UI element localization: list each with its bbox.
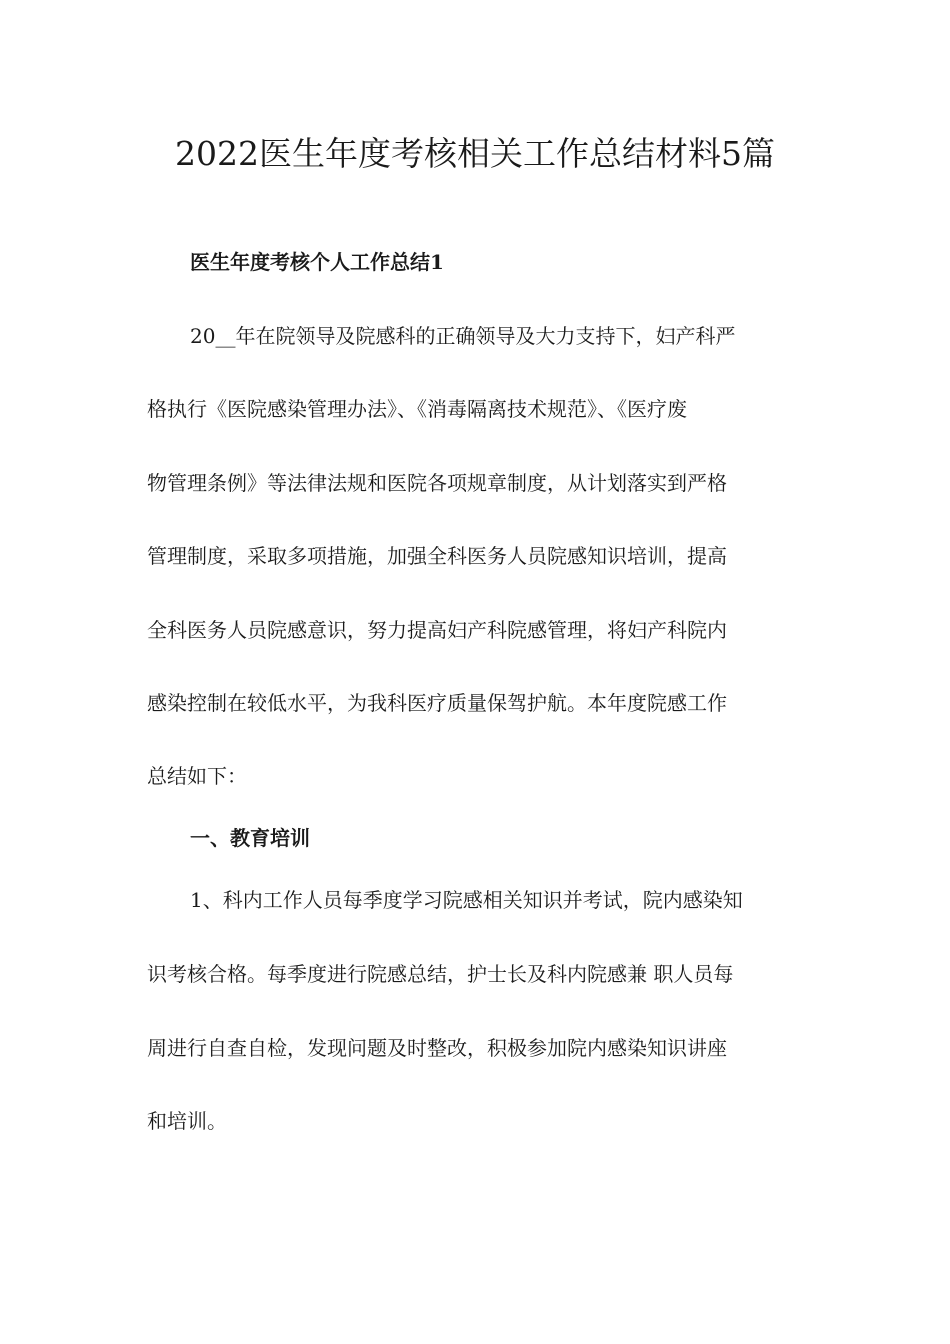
paragraph-line: 周进行自查自检，发现问题及时整改，积极参加院内感染知识讲座 [147,1036,727,1060]
paragraph-line: 20__年在院领导及院感科的正确领导及大力支持下，妇产科严 [190,324,736,348]
paragraph-line: 和培训。 [147,1109,227,1133]
paragraph-line: 感染控制在较低水平，为我科医疗质量保驾护航。本年度院感工作 [147,691,727,715]
section-heading: 医生年度考核个人工作总结1 [190,250,444,274]
paragraph-line: 物管理条例》等法律法规和医院各项规章制度，从计划落实到严格 [147,471,727,495]
paragraph-line: 管理制度，采取多项措施，加强全科医务人员院感知识培训，提高 [147,544,727,568]
paragraph-line: 1、科内工作人员每季度学习院感相关知识并考试，院内感染知 [190,888,743,912]
paragraph-line: 识考核合格。每季度进行院感总结，护士长及科内院感兼 职人员每 [147,962,734,986]
paragraph-line: 格执行《医院感染管理办法》、《消毒隔离技术规范》、《医疗废 [147,397,687,421]
paragraph-line: 全科医务人员院感意识，努力提高妇产科院感管理，将妇产科院内 [147,618,727,642]
document-title: 2022医生年度考核相关工作总结材料5篇 [175,134,775,173]
subheading-education-training: 一、教育培训 [190,826,310,850]
paragraph-line: 总结如下： [147,764,247,788]
